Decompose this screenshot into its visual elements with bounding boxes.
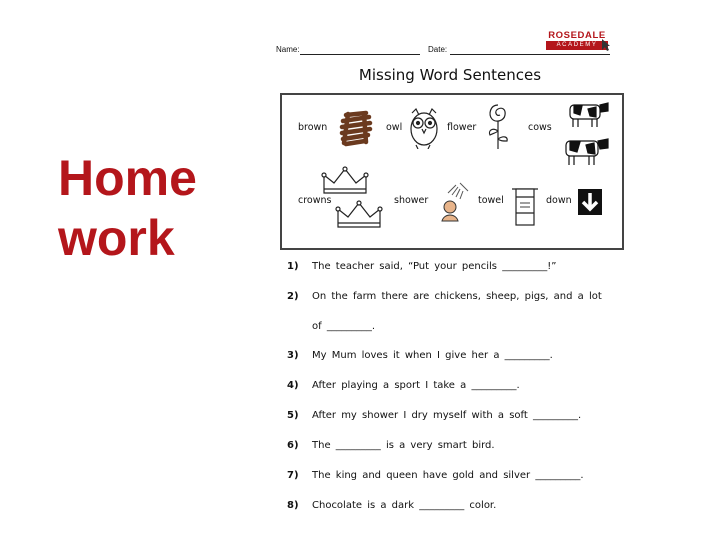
question-text: The teacher said, “Put your pencils _________!” [312,261,557,272]
question-text: The king and queen have gold and silver _________. [312,470,584,481]
question-number: 5) [287,410,299,421]
date-line [450,54,610,55]
logo-name: ROSEDALE [546,30,608,41]
towel-icon [510,183,540,229]
question-text: After my shower I dry myself with a soft _________. [312,410,582,421]
logo-sub: ACADEMY [546,41,608,50]
name-line [300,54,420,55]
rosedale-academy-logo [546,30,608,52]
word-down: down [546,195,572,206]
crown-icon [320,165,370,197]
question-number: 2) [287,291,299,302]
word-shower: shower [394,195,429,206]
question-number: 1) [287,261,299,272]
question-number: 3) [287,350,299,361]
question-text: On the farm there are chickens, sheep, pigs, and a lot [312,291,602,302]
crown-icon-2 [334,199,384,231]
question-number: 6) [287,440,299,451]
cow-icon [564,97,610,129]
shower-icon [438,181,472,223]
word-crowns: crowns [298,195,332,206]
owl-icon [406,105,442,149]
word-towel: towel [478,195,504,206]
question-number: 7) [287,470,299,481]
question-number: 4) [287,380,299,391]
question-text: The _________ is a very smart bird. [312,440,495,451]
down-arrow-icon [578,189,602,215]
worksheet-title: Missing Word Sentences [358,66,542,84]
flower-rose-icon [482,101,514,151]
date-label: Date: [428,45,448,54]
word-owl: owl [386,122,403,133]
question-text: Chocolate is a dark _________ color. [312,500,497,511]
question-text: After playing a sport I take a _________. [312,380,520,391]
cursor-arrow-icon [601,38,611,52]
question-text-continued: of _________. [312,321,375,332]
word-flower: flower [447,122,477,133]
word-brown: brown [298,122,328,133]
word-bank [280,93,624,250]
question-number: 8) [287,500,299,511]
word-cows: cows [528,122,552,133]
slide-title: Home work [58,150,197,266]
name-label: Name: [276,45,300,54]
question-text: My Mum loves it when I give her a _________. [312,350,553,361]
cow-icon-2 [558,133,610,167]
brown-scribble-icon [338,109,374,147]
